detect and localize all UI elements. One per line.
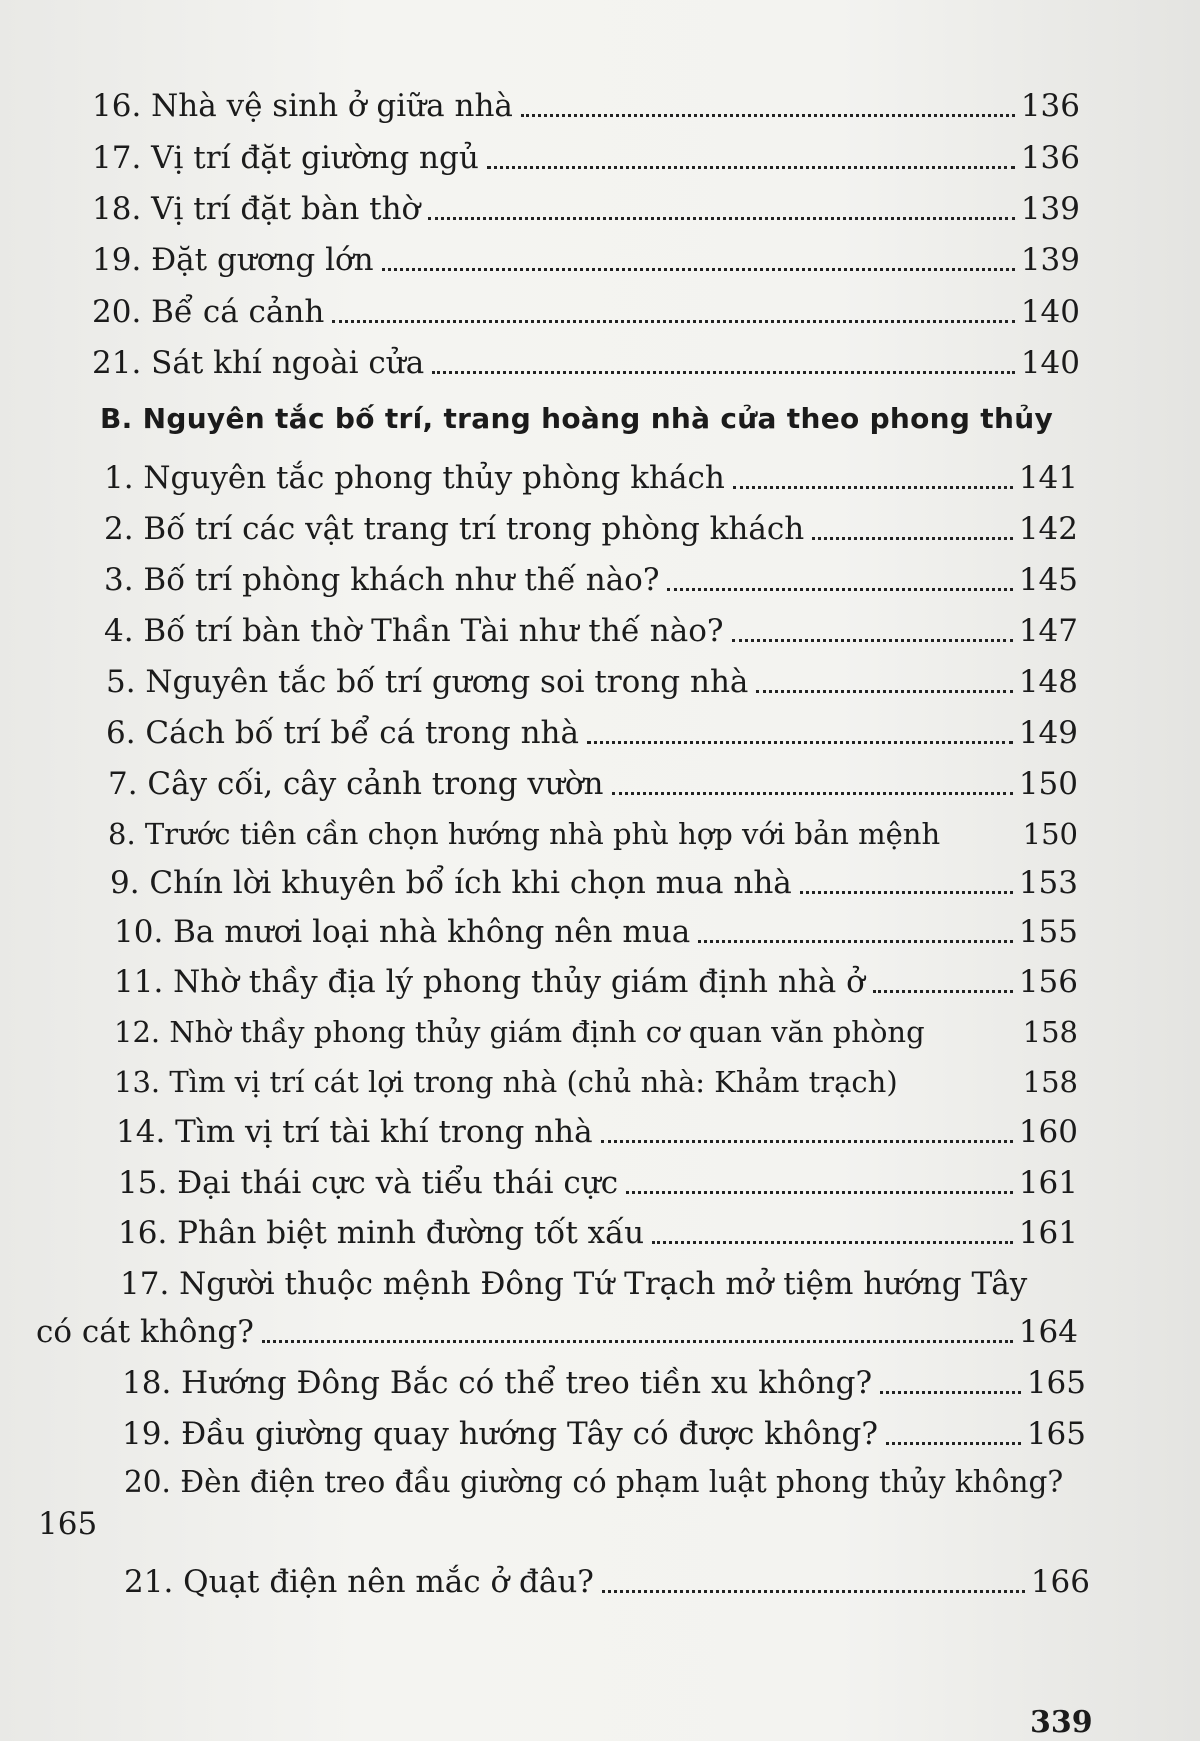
toc-entry-page: 139	[1020, 242, 1080, 278]
toc-entry-page: 141	[1018, 460, 1078, 496]
toc-entry-b11[interactable]	[114, 956, 1078, 1002]
toc-entry-b21[interactable]	[124, 1556, 1090, 1602]
toc-entry-b3[interactable]	[104, 554, 1078, 600]
toc-entry-page: 166	[1030, 1564, 1090, 1600]
toc-entry-page: 164	[1018, 1314, 1078, 1350]
toc-entry-page: 140	[1020, 345, 1080, 381]
toc-entry-title: 16. Phân biệt minh đường tốt xấu	[118, 1215, 645, 1251]
toc-entry-title: 14. Tìm vị trí tài khí trong nhà	[116, 1114, 593, 1150]
toc-entry-title: 1. Nguyên tắc phong thủy phòng khách	[104, 460, 725, 496]
toc-entry-b8[interactable]	[108, 808, 1078, 854]
toc-entry-b12[interactable]	[114, 1006, 1078, 1052]
toc-entry-page: 155	[1018, 914, 1078, 950]
toc-entry-title: 19. Đầu giường quay hướng Tây có được không?	[122, 1416, 879, 1452]
toc-entry-page: 140	[1020, 294, 1080, 330]
toc-entry-title: 13. Tìm vị trí cát lợi trong nhà (chủ nhà: Khảm trạch)	[114, 1065, 898, 1099]
dot-leader	[602, 1590, 1025, 1593]
toc-entry-title: 15. Đại thái cực và tiểu thái cực	[118, 1165, 619, 1201]
toc-entry-page: 158	[1022, 1015, 1078, 1049]
dot-leader	[873, 990, 1013, 993]
toc-entry-b16[interactable]	[118, 1207, 1078, 1253]
toc-entry-title: 19. Đặt gương lớn	[92, 242, 374, 278]
toc-entry-title: 12. Nhờ thầy phong thủy giám định cơ quan văn phòng	[114, 1015, 925, 1049]
toc-entry-title: 20. Bể cá cảnh	[92, 294, 325, 330]
toc-entry-title: 4. Bố trí bàn thờ Thần Tài như thế nào?	[104, 613, 724, 649]
toc-entry-b5[interactable]	[106, 656, 1078, 702]
toc-entry-page: 161	[1018, 1215, 1078, 1251]
dot-leader	[428, 217, 1015, 220]
section-b-heading: B. Nguyên tắc bố trí, trang hoàng nhà cửa theo phong thủy	[100, 402, 1054, 435]
dot-leader	[880, 1391, 1021, 1394]
toc-entry-page: 145	[1018, 562, 1078, 598]
toc-entry-b14[interactable]	[116, 1106, 1078, 1152]
toc-entry-page: 148	[1018, 664, 1078, 700]
page-number: 339	[1030, 1705, 1093, 1740]
toc-entry-b13[interactable]	[114, 1056, 1078, 1102]
toc-entry-a21[interactable]	[92, 337, 1080, 383]
toc-entry-title: 6. Cách bố trí bể cá trong nhà	[106, 715, 580, 751]
toc-entry-title: 21. Sát khí ngoài cửa	[92, 345, 425, 381]
dot-leader	[698, 940, 1013, 943]
toc-entry-page: 160	[1018, 1114, 1078, 1150]
dot-leader	[800, 891, 1013, 894]
toc-entry-page: 158	[1022, 1065, 1078, 1099]
toc-entry-page: 150	[1018, 766, 1078, 802]
dot-leader	[382, 268, 1015, 271]
toc-entry-page: 165	[1026, 1365, 1086, 1401]
toc-entry-page: 147	[1018, 613, 1078, 649]
toc-entry-a20[interactable]	[92, 286, 1080, 332]
dot-leader	[521, 114, 1015, 117]
toc-entry-b1[interactable]	[104, 452, 1078, 498]
toc-entry-b20-line1[interactable]: 20. Đèn điện treo đầu giường có phạm luật phong thủy không?	[124, 1465, 1064, 1499]
toc-entry-b15[interactable]	[118, 1157, 1078, 1203]
dot-leader	[667, 588, 1012, 591]
dot-leader	[886, 1442, 1021, 1445]
dot-leader	[262, 1340, 1013, 1343]
toc-entry-title: 18. Hướng Đông Bắc có thể treo tiền xu không?	[122, 1365, 873, 1401]
toc-entry-title: 18. Vị trí đặt bàn thờ	[92, 191, 421, 227]
toc-entry-b7[interactable]	[108, 758, 1078, 804]
toc-entry-b4[interactable]	[104, 605, 1078, 651]
toc-entry-title: 3. Bố trí phòng khách như thế nào?	[104, 562, 660, 598]
toc-entry-b20-page: 165	[38, 1506, 98, 1542]
toc-entry-page: 156	[1018, 964, 1078, 1000]
toc-entry-title: 11. Nhờ thầy địa lý phong thủy giám định nhà ở	[114, 964, 865, 1000]
dot-leader	[733, 486, 1013, 489]
toc-entry-title: 2. Bố trí các vật trang trí trong phòng khách	[104, 511, 805, 547]
toc-entry-title: 5. Nguyên tắc bố trí gương soi trong nhà	[106, 664, 749, 700]
toc-entry-page: 150	[1022, 817, 1078, 851]
toc-entry-page: 136	[1020, 140, 1080, 176]
toc-entry-title: 17. Vị trí đặt giường ngủ	[92, 140, 479, 176]
toc-entry-title: 10. Ba mươi loại nhà không nên mua	[114, 914, 691, 950]
toc-entry-title: có cát không?	[36, 1314, 254, 1350]
toc-entry-page: 149	[1018, 715, 1078, 751]
dot-leader	[732, 639, 1013, 642]
toc-entry-page: 139	[1020, 191, 1080, 227]
dot-leader	[487, 166, 1015, 169]
toc-entry-title: 7. Cây cối, cây cảnh trong vườn	[108, 766, 604, 802]
toc-entry-a19[interactable]	[92, 234, 1080, 280]
toc-entry-b9[interactable]	[110, 857, 1078, 903]
toc-entry-b2[interactable]	[104, 503, 1078, 549]
dot-leader	[587, 741, 1013, 744]
dot-leader	[601, 1140, 1013, 1143]
toc-entry-title: 8. Trước tiên cần chọn hướng nhà phù hợp với bản mệnh	[108, 817, 941, 851]
dot-leader	[432, 371, 1015, 374]
toc-entry-title: 9. Chín lời khuyên bổ ích khi chọn mua nhà	[110, 865, 792, 901]
toc-entry-title: 21. Quạt điện nên mắc ở đâu?	[124, 1564, 594, 1600]
dot-leader	[332, 320, 1014, 323]
toc-entry-page: 142	[1018, 511, 1078, 547]
toc-entry-page: 165	[1026, 1416, 1086, 1452]
toc-entry-b6[interactable]	[106, 707, 1078, 753]
toc-entry-page: 153	[1018, 865, 1078, 901]
dot-leader	[812, 537, 1013, 540]
dot-leader	[652, 1241, 1013, 1244]
toc-entry-title: 16. Nhà vệ sinh ở giữa nhà	[92, 88, 513, 124]
toc-entry-a18[interactable]	[92, 183, 1080, 229]
toc-entry-b17-line2[interactable]	[36, 1306, 1078, 1352]
dot-leader	[626, 1191, 1013, 1194]
toc-entry-b10[interactable]	[114, 906, 1078, 952]
toc-entry-a16[interactable]	[92, 80, 1080, 126]
dot-leader	[756, 690, 1012, 693]
toc-entry-b18[interactable]	[122, 1357, 1086, 1403]
toc-entry-b19[interactable]	[122, 1408, 1086, 1454]
toc-entry-a17[interactable]	[92, 132, 1080, 178]
toc-entry-b17-line1[interactable]: 17. Người thuộc mệnh Đông Tứ Trạch mở tiệm hướng Tây	[120, 1266, 1028, 1302]
toc-entry-page: 136	[1020, 88, 1080, 124]
dot-leader	[612, 792, 1013, 795]
toc-entry-page: 161	[1018, 1165, 1078, 1201]
